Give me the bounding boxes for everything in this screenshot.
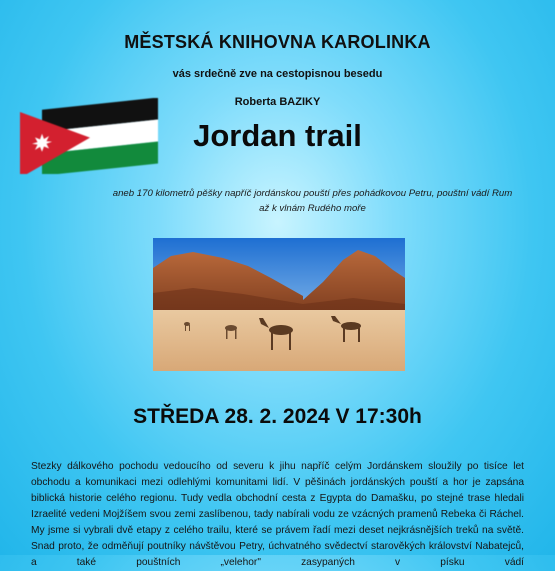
library-name: MĚSTSKÁ KNIHOVNA KAROLINKA (124, 32, 431, 52)
event-description: Stezky dálkového pochodu vedoucího od severu k jihu napříč celým Jordánskem sloužily po tisíce let obchodu a komunikaci mezi odlehlými komunitami lidí. V pěšinách jordánských pouští a hor je zapsána biblická historie celého regionu. Tudy vedla obchodní cesta z Egypta do Damašku, po stejné trase hledali Izraelité vedeni Mojžíšem svou zemi zaslíbenou, tady nabírali vodu ze vzácných pramenů Rebeka či Ráchel. My jsme si vybrali dvě etapy z celého trailu, které se právem řadí mezi deset nejkrásnějších treků na světě. Snad proto, že odměňují poutníky návštěvou Petry, úchvatného svědectví starověkých království Nabatejců, a také pouštních „velehor" zasypaných v písku vádí (31, 461, 524, 568)
invitation-text: vás srdečně zve na cestopisnou besedu (172, 68, 383, 80)
speaker-name: Roberta BAZIKY (234, 96, 321, 108)
photo-sand (153, 310, 405, 371)
event-datetime: STŘEDA 28. 2. 2024 V 17:30h (133, 405, 422, 428)
event-title: Jordan trail (193, 118, 362, 153)
desert-camels-photo (153, 238, 405, 371)
event-tagline: aneb 170 kilometrů pěšky napříč jordánskou pouští přes pohádkovou Petru, pouštní vádí Rum až k vlnám Rudého moře (112, 188, 513, 214)
